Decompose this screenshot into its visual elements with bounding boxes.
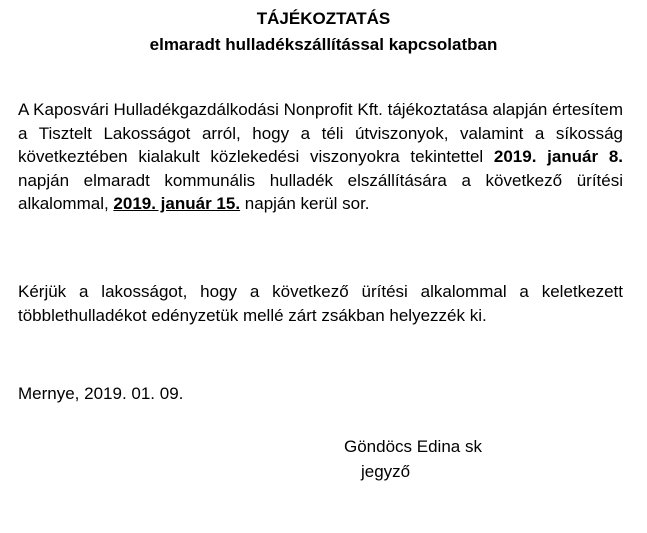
paragraph-1-text-a: A Kaposvári Hulladékgazdálkodási Nonprofit Kft. tájékoztatása alapján értesítem a Tisztelt Lakosságot arról, hogy a téli útviszonyok, valamint a síkosság következtében kialakult közlekedési viszonyokra tekintettel <box>18 100 623 167</box>
document-subtitle: elmaradt hulladékszállítással kapcsolatban <box>149 35 498 54</box>
notice-paragraph-1 <box>18 98 623 216</box>
signer-name: Göndöcs Edina sk <box>344 437 482 456</box>
place-and-date: Mernye, 2019. 01. 09. <box>18 384 184 403</box>
missed-collection-date: 2019. január 8. <box>493 147 623 167</box>
new-collection-date: 2019. január 15. <box>113 194 241 214</box>
notice-paragraph-2: Kérjük a lakosságot, hogy a következő ürítési alkalommal a keletkezett többlethulladékot edényzetük mellé zárt zsákban helyezzék ki. <box>18 282 623 325</box>
signer-role: jegyző <box>361 462 411 481</box>
paragraph-1-text-c: napján kerül sor. <box>240 194 370 214</box>
paragraph-1-text-b: napján elmaradt kommunális hulladék elszállítására a következő ürítési alkalommal, <box>18 170 623 214</box>
document-title: TÁJÉKOZTATÁS <box>256 9 391 28</box>
